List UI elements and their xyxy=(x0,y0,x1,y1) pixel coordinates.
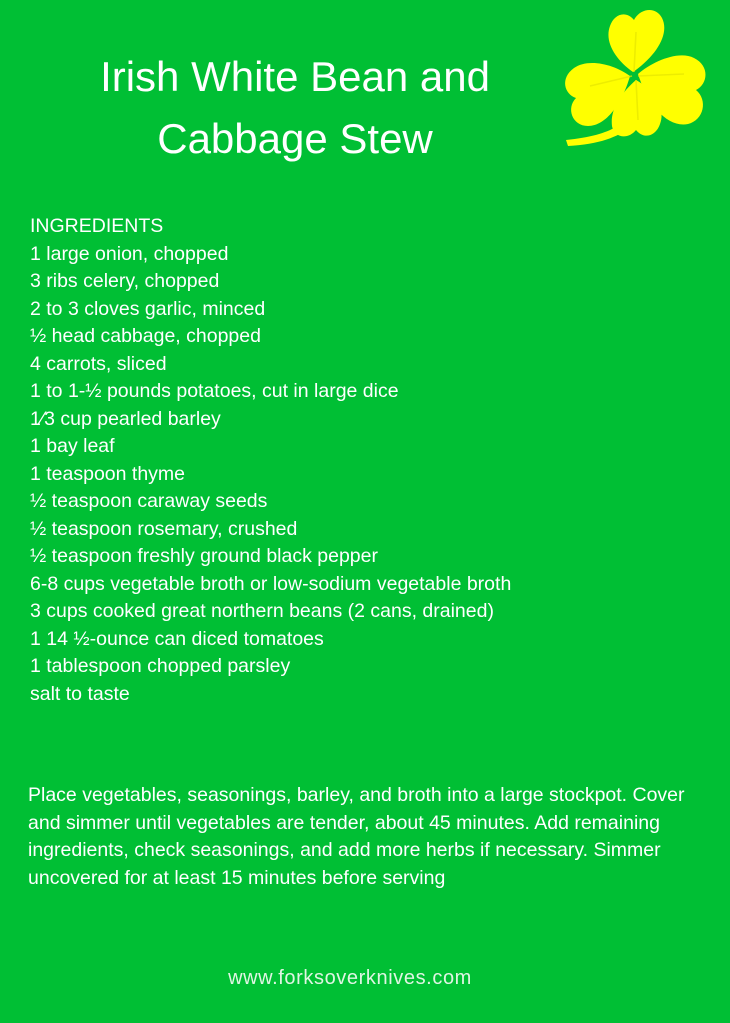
method-paragraph: Place vegetables, seasonings, barley, and broth into a large stockpot. Cover and simmer until vegetables are tender, about 45 minutes. Add remaining ingredients, check seasonings, and add more herbs if necessary. Simmer uncovered for at least 15 minutes before serving xyxy=(28,784,685,889)
list-item: 3 cups cooked great northern beans (2 cans, drained) xyxy=(30,600,494,622)
list-item: ½ teaspoon rosemary, crushed xyxy=(30,517,298,540)
page-title xyxy=(40,46,550,170)
list-item: 1 bay leaf xyxy=(30,435,115,457)
list-item: 2 to 3 cloves garlic, minced xyxy=(30,297,266,320)
list-item: 1 14 ½-ounce can diced tomatoes xyxy=(30,627,324,650)
list-item: 1 teaspoon thyme xyxy=(30,462,186,485)
list-item: ½ teaspoon caraway seeds xyxy=(30,490,268,512)
list-item: 1 large onion, chopped xyxy=(30,242,229,265)
list-item: 4 carrots, sliced xyxy=(30,352,167,375)
list-item: 1 to 1-½ pounds potatoes, cut in large dice xyxy=(30,380,399,402)
ingredients-list xyxy=(30,213,710,708)
list-item: 3 ribs celery, chopped xyxy=(30,270,220,292)
list-item: 1⁄3 cup pearled barley xyxy=(30,407,221,430)
list-item: ½ head cabbage, chopped xyxy=(30,325,261,347)
ingredients-heading: INGREDIENTS xyxy=(30,215,164,237)
website-url: www.forksoverknives.com xyxy=(228,967,472,989)
title-line-2: Cabbage Stew xyxy=(157,115,433,162)
list-item: ½ teaspoon freshly ground black pepper xyxy=(30,545,378,567)
shamrock-icon xyxy=(556,2,714,148)
list-item: 1 tablespoon chopped parsley xyxy=(30,655,291,677)
title-line-1: Irish White Bean and xyxy=(100,53,490,100)
list-item: 6-8 cups vegetable broth or low-sodium vegetable broth xyxy=(30,572,512,595)
list-item: salt to taste xyxy=(30,682,130,705)
